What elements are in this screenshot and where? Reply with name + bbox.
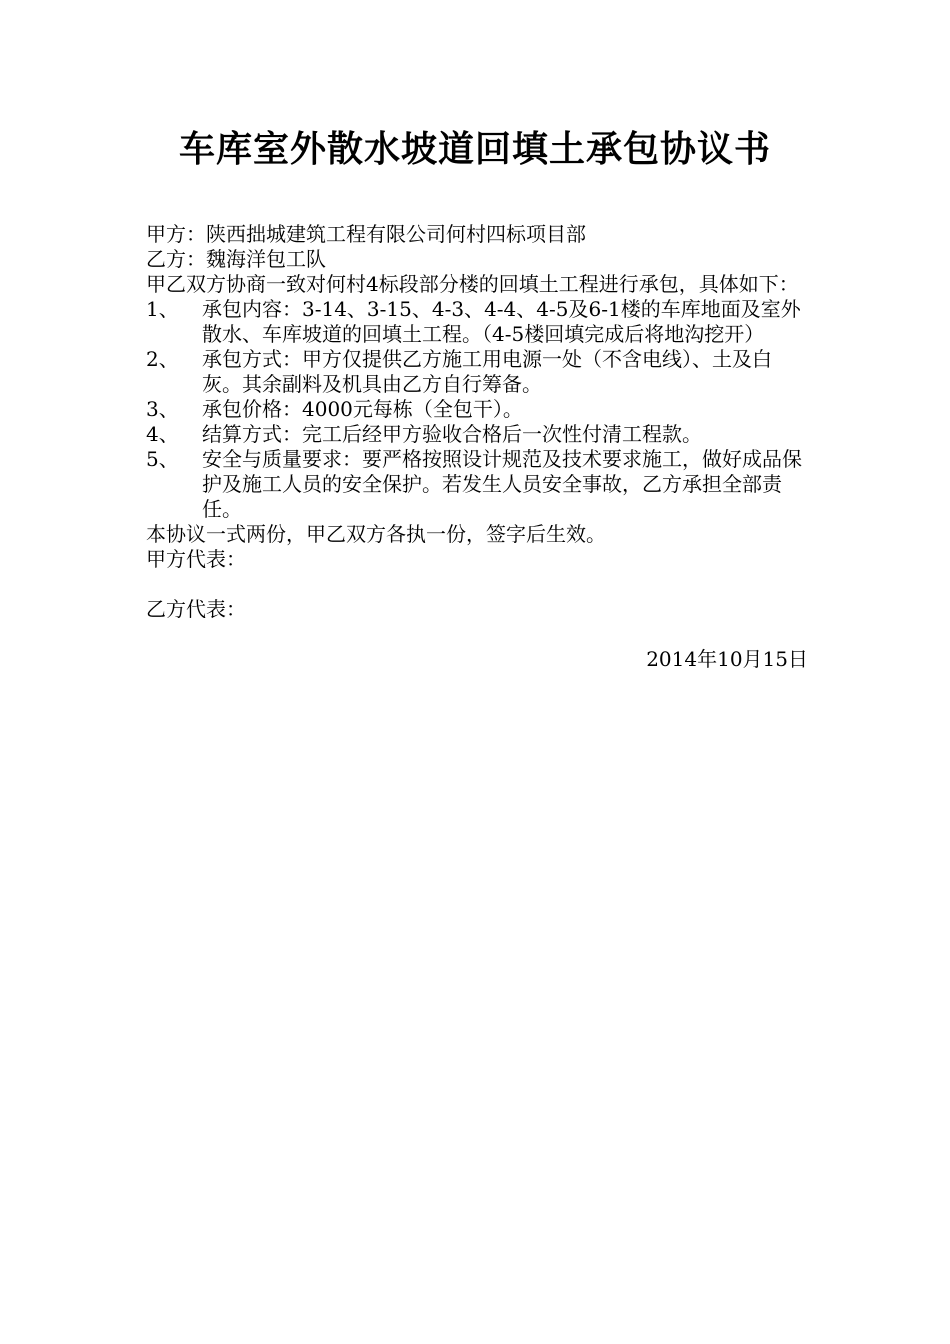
party-b-representative: 乙方代表： xyxy=(146,597,246,621)
list-item-number: 5、 xyxy=(146,447,179,471)
list-item-text: 承包价格：4000元每栋（全包干）。 xyxy=(202,397,523,421)
party-a-representative: 甲方代表： xyxy=(146,547,246,571)
list-item-text: 安全与质量要求：要严格按照设计规范及技术要求施工，做好成品保护及施工人员的安全保护。若发生人员安全事故，乙方承担全部责任。 xyxy=(202,447,802,521)
list-item xyxy=(146,422,808,447)
document-date: 2014年10月15日 xyxy=(646,647,808,671)
document-title: 车库室外散水坡道回填土承包协议书 xyxy=(178,129,771,170)
closing-line: 本协议一式两份，甲乙双方各执一份，签字后生效。 xyxy=(146,522,606,546)
list-item xyxy=(146,447,808,522)
list-item xyxy=(146,297,808,347)
list-item-text: 承包内容：3-14、3-15、4-3、4-4、4-5及6-1楼的车库地面及室外散水、车库坡道的回填土工程。（4-5楼回填完成后将地沟挖开） xyxy=(202,297,801,346)
list-item-text: 承包方式：甲方仅提供乙方施工用电源一处（不含电线）、土及白灰。其余副料及机具由乙方自行筹备。 xyxy=(202,347,772,396)
signature-space xyxy=(146,572,808,597)
list-item-number: 4、 xyxy=(146,422,179,446)
document-body xyxy=(146,222,808,672)
list-item xyxy=(146,397,808,422)
list-item xyxy=(146,347,808,397)
list-item-number: 3、 xyxy=(146,397,179,421)
party-b-line: 乙方：魏海洋包工队 xyxy=(146,247,326,271)
list-item-text: 结算方式：完工后经甲方验收合格后一次性付清工程款。 xyxy=(202,422,702,446)
intro-paragraph: 甲乙双方协商一致对何村4标段部分楼的回填土工程进行承包，具体如下： xyxy=(146,272,799,296)
party-a-line: 甲方：陕西拙城建筑工程有限公司何村四标项目部 xyxy=(146,222,586,246)
list-item-number: 1、 xyxy=(146,297,179,321)
list-item-number: 2、 xyxy=(146,347,179,371)
